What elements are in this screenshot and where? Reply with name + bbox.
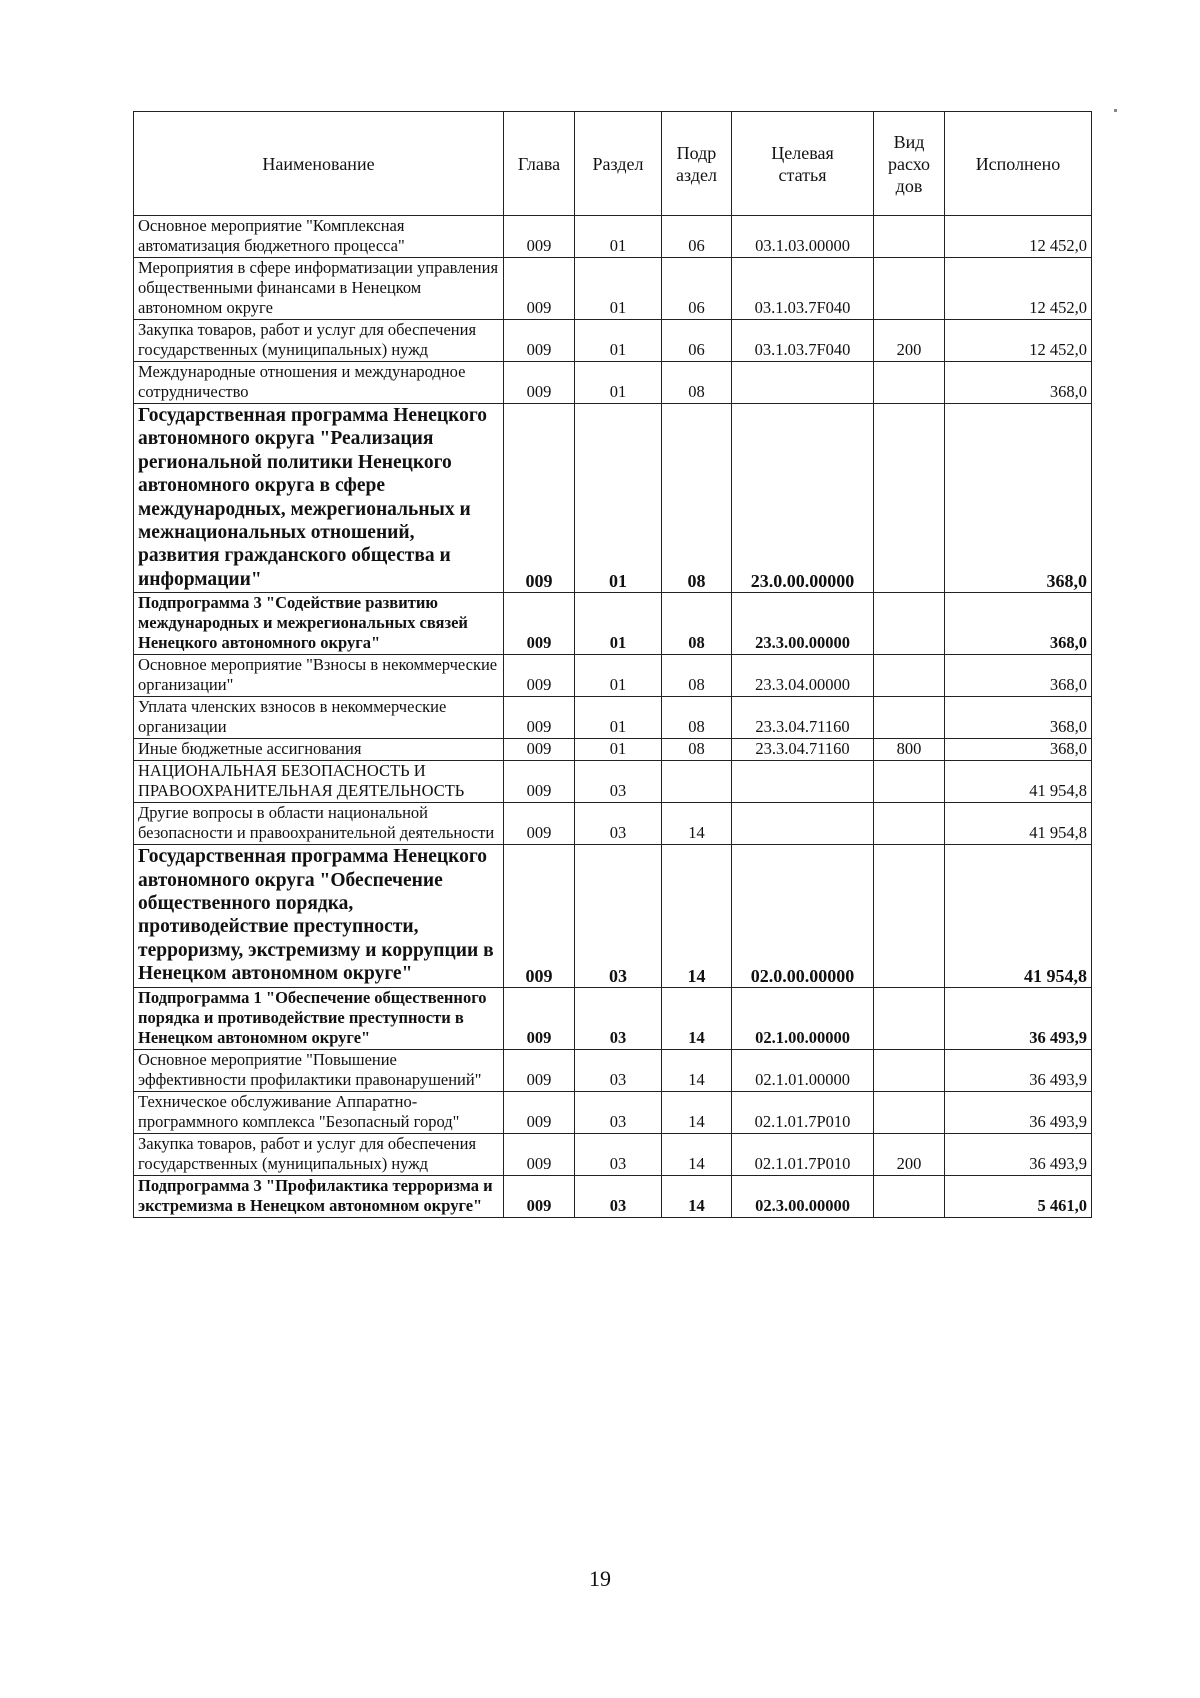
row-name: Международные отношения и международное сотрудничество <box>134 362 504 404</box>
row-subsection: 06 <box>662 320 732 362</box>
row-chapter: 009 <box>504 697 575 739</box>
row-target <box>732 803 874 845</box>
row-section: 01 <box>575 739 662 761</box>
table-row-subprogram <box>134 1175 1092 1217</box>
row-executed: 41 954,8 <box>945 803 1092 845</box>
row-subsection <box>662 761 732 803</box>
row-subsection: 08 <box>662 404 732 593</box>
row-name: Уплата членских взносов в некоммерческие организации <box>134 697 504 739</box>
table-row <box>134 362 1092 404</box>
row-executed: 12 452,0 <box>945 216 1092 258</box>
row-name: Другие вопросы в области национальной безопасности и правоохранительной деятельности <box>134 803 504 845</box>
row-expense-type <box>874 697 945 739</box>
row-subsection: 14 <box>662 845 732 987</box>
row-section: 03 <box>575 803 662 845</box>
row-target: 02.1.00.00000 <box>732 987 874 1049</box>
row-name: Мероприятия в сфере информатизации управления общественными финансами в Ненецком автономном округе <box>134 258 504 320</box>
row-section: 01 <box>575 404 662 593</box>
row-expense-type <box>874 1175 945 1217</box>
row-subsection: 08 <box>662 655 732 697</box>
table-row <box>134 655 1092 697</box>
row-executed: 36 493,9 <box>945 987 1092 1049</box>
row-target: 02.1.01.00000 <box>732 1049 874 1091</box>
row-chapter: 009 <box>504 258 575 320</box>
row-target: 23.0.00.00000 <box>732 404 874 593</box>
row-section: 03 <box>575 1175 662 1217</box>
row-subsection: 06 <box>662 216 732 258</box>
row-expense-type <box>874 803 945 845</box>
row-chapter: 009 <box>504 803 575 845</box>
row-executed: 5 461,0 <box>945 1175 1092 1217</box>
row-subsection: 08 <box>662 362 732 404</box>
row-executed: 368,0 <box>945 655 1092 697</box>
row-target <box>732 362 874 404</box>
row-target <box>732 761 874 803</box>
row-name: Основное мероприятие "Комплексная автоматизация бюджетного процесса" <box>134 216 504 258</box>
table-row <box>134 761 1092 803</box>
table-row <box>134 1133 1092 1175</box>
table-row <box>134 697 1092 739</box>
row-target: 02.3.00.00000 <box>732 1175 874 1217</box>
row-chapter: 009 <box>504 655 575 697</box>
table-header-row <box>134 112 1092 216</box>
row-expense-type <box>874 362 945 404</box>
table-row <box>134 739 1092 761</box>
row-name: Государственная программа Ненецкого автономного округа "Реализация региональной политики Ненецкого автономного округа в сфере международных, межрегиональных и межнациональных отношений, развития гражданского общества и информации" <box>134 404 504 593</box>
row-target: 23.3.04.71160 <box>732 739 874 761</box>
row-executed: 12 452,0 <box>945 320 1092 362</box>
row-name: Подпрограмма 1 "Обеспечение общественного порядка и противодействие преступности в Ненецком автономном округе" <box>134 987 504 1049</box>
row-chapter: 009 <box>504 845 575 987</box>
row-section: 03 <box>575 1133 662 1175</box>
row-name: Иные бюджетные ассигнования <box>134 739 504 761</box>
row-executed: 36 493,9 <box>945 1049 1092 1091</box>
row-executed: 368,0 <box>945 404 1092 593</box>
row-expense-type: 200 <box>874 320 945 362</box>
row-executed: 12 452,0 <box>945 258 1092 320</box>
budget-execution-table <box>133 111 1092 1218</box>
row-name: Закупка товаров, работ и услуг для обеспечения государственных (муниципальных) нужд <box>134 320 504 362</box>
row-section: 03 <box>575 1049 662 1091</box>
header-section: Раздел <box>575 112 662 216</box>
row-executed: 368,0 <box>945 739 1092 761</box>
row-chapter: 009 <box>504 1049 575 1091</box>
row-subsection: 08 <box>662 593 732 655</box>
row-target: 02.1.01.7Р010 <box>732 1133 874 1175</box>
row-executed: 36 493,9 <box>945 1091 1092 1133</box>
row-section: 01 <box>575 655 662 697</box>
row-expense-type <box>874 845 945 987</box>
row-section: 03 <box>575 987 662 1049</box>
row-name: Основное мероприятие "Повышение эффективности профилактики правонарушений" <box>134 1049 504 1091</box>
row-chapter: 009 <box>504 593 575 655</box>
row-executed: 41 954,8 <box>945 845 1092 987</box>
row-section: 03 <box>575 761 662 803</box>
header-name: Наименование <box>134 112 504 216</box>
row-target: 02.0.00.00000 <box>732 845 874 987</box>
row-target: 23.3.04.71160 <box>732 697 874 739</box>
row-expense-type <box>874 1091 945 1133</box>
row-target: 03.1.03.7F040 <box>732 320 874 362</box>
row-target: 02.1.01.7Р010 <box>732 1091 874 1133</box>
row-executed: 368,0 <box>945 593 1092 655</box>
table-row-subprogram <box>134 987 1092 1049</box>
table-row-program <box>134 404 1092 593</box>
row-subsection: 14 <box>662 803 732 845</box>
row-section: 03 <box>575 845 662 987</box>
row-subsection: 06 <box>662 258 732 320</box>
row-subsection: 14 <box>662 1133 732 1175</box>
row-executed: 368,0 <box>945 697 1092 739</box>
page-number: 19 <box>589 1566 611 1591</box>
row-chapter: 009 <box>504 1133 575 1175</box>
row-chapter: 009 <box>504 1175 575 1217</box>
row-chapter: 009 <box>504 216 575 258</box>
row-expense-type: 800 <box>874 739 945 761</box>
row-subsection: 14 <box>662 1175 732 1217</box>
header-subsection: Подр аздел <box>662 112 732 216</box>
table-row <box>134 258 1092 320</box>
row-executed: 36 493,9 <box>945 1133 1092 1175</box>
row-target: 23.3.00.00000 <box>732 593 874 655</box>
table-row-subprogram <box>134 593 1092 655</box>
table-row <box>134 216 1092 258</box>
header-expense-type: Вид расхо дов <box>874 112 945 216</box>
row-name: Подпрограмма 3 "Содействие развитию международных и межрегиональных связей Ненецкого автономного округа" <box>134 593 504 655</box>
row-target: 23.3.04.00000 <box>732 655 874 697</box>
row-executed: 368,0 <box>945 362 1092 404</box>
row-chapter: 009 <box>504 739 575 761</box>
header-target-article: Целевая статья <box>732 112 874 216</box>
table-row <box>134 1049 1092 1091</box>
row-section: 01 <box>575 216 662 258</box>
row-subsection: 14 <box>662 1049 732 1091</box>
row-section: 01 <box>575 320 662 362</box>
table-row <box>134 320 1092 362</box>
row-expense-type <box>874 593 945 655</box>
row-target: 03.1.03.7F040 <box>732 258 874 320</box>
row-section: 01 <box>575 593 662 655</box>
table-row-program <box>134 845 1092 987</box>
row-name: НАЦИОНАЛЬНАЯ БЕЗОПАСНОСТЬ И ПРАВООХРАНИТЕЛЬНАЯ ДЕЯТЕЛЬНОСТЬ <box>134 761 504 803</box>
row-chapter: 009 <box>504 761 575 803</box>
row-expense-type <box>874 216 945 258</box>
table-row <box>134 1091 1092 1133</box>
row-section: 01 <box>575 697 662 739</box>
row-target: 03.1.03.00000 <box>732 216 874 258</box>
row-expense-type <box>874 761 945 803</box>
row-section: 01 <box>575 362 662 404</box>
header-executed: Исполнено <box>945 112 1092 216</box>
row-expense-type <box>874 655 945 697</box>
row-expense-type <box>874 1049 945 1091</box>
row-expense-type <box>874 987 945 1049</box>
row-name: Техническое обслуживание Аппаратно-программного комплекса "Безопасный город" <box>134 1091 504 1133</box>
row-subsection: 08 <box>662 739 732 761</box>
row-chapter: 009 <box>504 404 575 593</box>
row-expense-type <box>874 258 945 320</box>
row-section: 01 <box>575 258 662 320</box>
row-section: 03 <box>575 1091 662 1133</box>
header-chapter: Глава <box>504 112 575 216</box>
row-name: Государственная программа Ненецкого автономного округа "Обеспечение общественного порядка, противодействие преступности, терроризму, экстремизму и коррупции в Ненецком автономном округе" <box>134 845 504 987</box>
scan-dot <box>1114 109 1117 112</box>
row-executed: 41 954,8 <box>945 761 1092 803</box>
row-name: Закупка товаров, работ и услуг для обеспечения государственных (муниципальных) нужд <box>134 1133 504 1175</box>
table-row <box>134 803 1092 845</box>
row-chapter: 009 <box>504 362 575 404</box>
row-name: Подпрограмма 3 "Профилактика терроризма и экстремизма в Ненецком автономном округе" <box>134 1175 504 1217</box>
row-chapter: 009 <box>504 1091 575 1133</box>
row-subsection: 14 <box>662 987 732 1049</box>
row-expense-type <box>874 404 945 593</box>
row-chapter: 009 <box>504 320 575 362</box>
row-name: Основное мероприятие "Взносы в некоммерческие организации" <box>134 655 504 697</box>
row-subsection: 14 <box>662 1091 732 1133</box>
row-subsection: 08 <box>662 697 732 739</box>
row-expense-type: 200 <box>874 1133 945 1175</box>
row-chapter: 009 <box>504 987 575 1049</box>
